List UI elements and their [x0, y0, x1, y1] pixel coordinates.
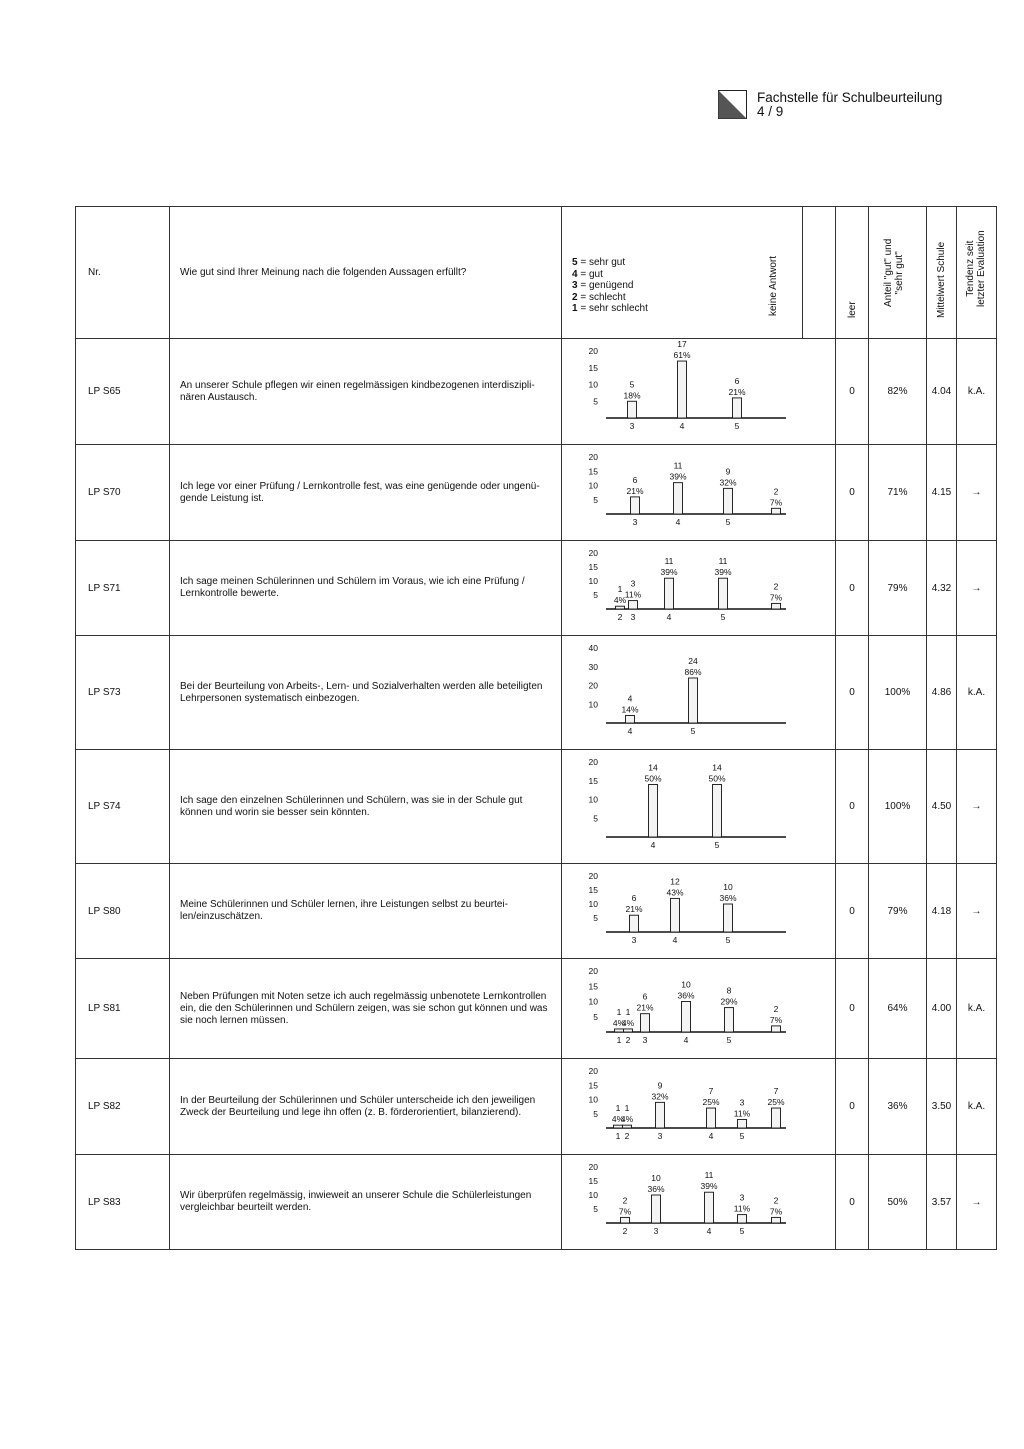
table-row — [76, 864, 997, 959]
bar-count-label: 11 — [704, 1170, 714, 1181]
bar-count-label: 3 — [739, 1097, 745, 1108]
bar-percent-label: 11% — [733, 1203, 751, 1214]
x-tick-label: 3 — [630, 612, 636, 622]
row-chart — [562, 445, 836, 541]
bar-percent-label: 86% — [684, 667, 702, 677]
bar-percent-label: 39% — [660, 567, 678, 578]
row-chart — [562, 636, 836, 750]
row-anteil: 82% — [869, 339, 927, 445]
row-chart — [562, 339, 836, 445]
page-number: 4 / 9 — [757, 104, 784, 119]
x-tick-label: 4 — [666, 612, 672, 622]
x-tick-label: 3 — [642, 1035, 648, 1045]
bar-percent-label: 21% — [625, 904, 643, 915]
bar-percent-label: 4% — [620, 1114, 634, 1125]
bar-count-label: 11 — [718, 556, 728, 567]
row-question: Bei der Beurteilung von Arbeits-, Lern- und Sozialverhalten werden alle beteiligten Lehrpersonen systematisch einbezogen. — [170, 636, 562, 750]
bar — [772, 603, 781, 609]
x-tick-label: 5 — [739, 1226, 745, 1236]
y-tick-label: 40 — [588, 643, 598, 653]
row-question: In der Beurteilung der Schülerinnen und Schüler unterscheide ich den jeweiligen Zweck der Beurteilung und lege ihn offen (z. B. förderorientiert, bilanzierend). — [170, 1059, 562, 1155]
row-leer: 0 — [836, 959, 869, 1059]
row-leer: 0 — [836, 541, 869, 636]
table-row — [76, 959, 997, 1059]
header-tendenz: Tendenz seit letzter Evaluation — [965, 229, 987, 307]
x-tick-label: 3 — [657, 1131, 663, 1141]
y-tick-label: 5 — [593, 494, 598, 505]
org-name: Fachstelle für Schulbeurteilung — [757, 90, 943, 105]
bar — [674, 483, 683, 514]
survey-results-table — [75, 206, 997, 1250]
row-question: Ich sage den einzelnen Schülerinnen und Schülern, was sie in der Schule gut können und worin sie besser sein könnten. — [170, 750, 562, 864]
y-tick-label: 20 — [588, 548, 598, 558]
bar — [772, 1217, 781, 1223]
bar-count-label: 12 — [670, 876, 680, 887]
row-number: LP S73 — [76, 636, 170, 750]
y-tick-label: 10 — [588, 480, 598, 491]
bar — [724, 488, 733, 514]
row-tendenz: k.A. — [957, 636, 997, 750]
header-question: Wie gut sind Ihrer Meinung nach die folgenden Aussagen erfüllt? — [170, 207, 562, 339]
bar-percent-label: 4% — [621, 1017, 635, 1028]
bar-count-label: 4 — [627, 693, 633, 704]
y-tick-label: 15 — [588, 562, 598, 572]
bar — [725, 1008, 734, 1032]
bar-count-label: 3 — [739, 1192, 745, 1203]
bar-percent-label: 36% — [647, 1184, 665, 1194]
bar-percent-label: 11% — [733, 1108, 751, 1119]
row-leer: 0 — [836, 750, 869, 864]
x-tick-label: 2 — [622, 1226, 628, 1236]
row-number: LP S80 — [76, 864, 170, 959]
table-row — [76, 1155, 997, 1250]
y-tick-label: 10 — [588, 996, 598, 1007]
scale-legend — [562, 257, 802, 315]
bar-chart — [562, 339, 836, 444]
bar — [682, 1002, 691, 1033]
bar-percent-label: 21% — [636, 1002, 654, 1013]
bar-percent-label: 4% — [613, 595, 627, 606]
bar-chart — [562, 541, 836, 635]
x-tick-label: 5 — [720, 612, 726, 622]
bar — [724, 904, 733, 932]
y-tick-label: 30 — [588, 661, 598, 672]
row-tendenz: k.A. — [957, 1059, 997, 1155]
bar — [678, 361, 687, 418]
row-tendenz: → — [957, 1155, 997, 1250]
x-tick-label: 5 — [725, 935, 731, 945]
document-header — [757, 91, 942, 119]
bar — [738, 1215, 747, 1223]
y-tick-label: 10 — [588, 379, 598, 390]
y-tick-label: 5 — [593, 1108, 598, 1119]
y-tick-label: 10 — [588, 899, 598, 909]
bar-count-label: 2 — [622, 1195, 628, 1206]
bar-count-label: 7 — [708, 1086, 714, 1097]
bar-count-label: 6 — [642, 991, 648, 1002]
row-anteil: 36% — [869, 1059, 927, 1155]
row-number: LP S82 — [76, 1059, 170, 1155]
row-question: An unserer Schule pflegen wir einen regelmässigen kindbezogenen interdiszipli-nären Austausch. — [170, 339, 562, 445]
x-tick-label: 3 — [632, 517, 638, 527]
row-question: Meine Schülerinnen und Schüler lernen, ihre Leistungen selbst zu beurtei-len/einzuschätzen. — [170, 864, 562, 959]
bar — [738, 1119, 747, 1128]
bar-count-label: 1 — [615, 1103, 621, 1114]
y-tick-label: 5 — [593, 913, 598, 923]
x-tick-label: 4 — [683, 1035, 689, 1045]
y-tick-label: 15 — [588, 885, 598, 895]
row-chart — [562, 541, 836, 636]
y-tick-label: 20 — [588, 757, 598, 767]
x-tick-label: 5 — [690, 726, 696, 736]
x-tick-label: 4 — [708, 1131, 714, 1141]
bar — [641, 1014, 650, 1032]
x-tick-label: 5 — [725, 517, 731, 527]
bar — [630, 915, 639, 932]
bar-count-label: 2 — [773, 1195, 779, 1206]
y-tick-label: 15 — [588, 1176, 598, 1186]
table-row — [76, 445, 997, 541]
table-row — [76, 636, 997, 750]
row-chart — [562, 750, 836, 864]
x-tick-label: 5 — [739, 1131, 745, 1141]
bar-count-label: 9 — [657, 1080, 663, 1091]
row-anteil: 79% — [869, 541, 927, 636]
bar — [689, 678, 698, 723]
y-tick-label: 5 — [593, 590, 598, 600]
y-tick-label: 15 — [588, 775, 598, 786]
x-tick-label: 4 — [675, 517, 681, 527]
row-tendenz: → — [957, 864, 997, 959]
row-leer: 0 — [836, 864, 869, 959]
bar-percent-label: 61% — [673, 350, 691, 361]
row-mittelwert: 4.32 — [927, 541, 957, 636]
bar — [656, 1102, 665, 1128]
y-tick-label: 15 — [588, 1080, 598, 1091]
header-scale — [562, 207, 803, 339]
bar — [705, 1192, 714, 1223]
bar-count-label: 9 — [725, 466, 731, 477]
row-anteil: 100% — [869, 750, 927, 864]
row-anteil: 64% — [869, 959, 927, 1059]
y-tick-label: 10 — [588, 576, 598, 586]
x-tick-label: 3 — [653, 1226, 659, 1236]
bar-chart — [562, 750, 836, 863]
row-number: LP S65 — [76, 339, 170, 445]
row-anteil: 100% — [869, 636, 927, 750]
y-tick-label: 20 — [588, 452, 598, 462]
scale-legend-item: 4 = gut — [572, 268, 603, 280]
scale-legend-item: 5 = sehr gut — [572, 257, 626, 268]
bar — [652, 1195, 661, 1223]
y-tick-label: 20 — [588, 871, 598, 881]
bar-percent-label: 36% — [719, 893, 737, 903]
bar-chart — [562, 1059, 836, 1154]
bar-percent-label: 32% — [719, 477, 737, 488]
logo-icon — [718, 90, 747, 119]
x-tick-label: 5 — [714, 840, 720, 850]
bar-count-label: 11 — [673, 460, 683, 471]
table-row — [76, 1059, 997, 1155]
row-anteil: 79% — [869, 864, 927, 959]
x-tick-label: 2 — [617, 612, 623, 622]
bar — [719, 578, 728, 609]
scale-legend-item: 2 = schlecht — [572, 291, 626, 303]
row-question: Wir überprüfen regelmässig, inwieweit an unserer Schule die Schülerleistungen vergleichbar beurteilt werden. — [170, 1155, 562, 1250]
row-anteil: 50% — [869, 1155, 927, 1250]
row-tendenz: k.A. — [957, 339, 997, 445]
scale-legend-item: 1 = sehr schlecht — [572, 303, 648, 314]
bar — [623, 1125, 632, 1128]
row-leer: 0 — [836, 1155, 869, 1250]
bar — [615, 1029, 624, 1032]
table-row — [76, 750, 997, 864]
bar — [772, 1108, 781, 1128]
bar-count-label: 10 — [651, 1173, 661, 1183]
bar-percent-label: 11% — [624, 589, 642, 600]
bar-count-label: 3 — [630, 578, 636, 589]
bar-count-label: 6 — [632, 474, 638, 485]
bar-count-label: 6 — [734, 375, 740, 386]
bar-percent-label: 18% — [623, 390, 641, 401]
bar-count-label: 10 — [723, 882, 733, 892]
y-tick-label: 20 — [588, 680, 598, 691]
y-tick-label: 5 — [593, 396, 598, 407]
bar-count-label: 7 — [773, 1086, 779, 1097]
row-mittelwert: 3.50 — [927, 1059, 957, 1155]
bar — [614, 1125, 623, 1128]
bar-chart — [562, 959, 836, 1058]
y-tick-label: 20 — [588, 966, 598, 976]
x-tick-label: 4 — [672, 935, 678, 945]
bar-percent-label: 39% — [700, 1181, 718, 1192]
bar-percent-label: 50% — [644, 773, 662, 784]
row-mittelwert: 4.00 — [927, 959, 957, 1059]
y-tick-label: 15 — [588, 981, 598, 992]
table-row — [76, 339, 997, 445]
bar-percent-label: 21% — [728, 386, 746, 397]
bar-count-label: 2 — [773, 486, 779, 497]
bar-percent-label: 25% — [702, 1097, 720, 1108]
row-number: LP S71 — [76, 541, 170, 636]
bar-count-label: 24 — [688, 656, 698, 666]
bar-count-label: 17 — [677, 339, 687, 350]
bar-chart — [562, 636, 836, 749]
row-chart — [562, 1155, 836, 1250]
scale-legend-item: 3 = genügend — [572, 280, 634, 291]
bar-percent-label: 7% — [769, 592, 783, 603]
bar — [713, 785, 722, 838]
x-tick-label: 1 — [616, 1035, 622, 1045]
y-tick-label: 5 — [593, 1011, 598, 1022]
row-leer: 0 — [836, 445, 869, 541]
x-tick-label: 1 — [615, 1131, 621, 1141]
row-mittelwert: 4.18 — [927, 864, 957, 959]
y-tick-label: 20 — [588, 1162, 598, 1172]
row-tendenz: → — [957, 445, 997, 541]
bar-chart — [562, 1155, 836, 1249]
row-mittelwert: 4.04 — [927, 339, 957, 445]
bar — [626, 716, 635, 724]
header-nr: Nr. — [76, 207, 170, 339]
bar-percent-label: 7% — [769, 1206, 783, 1217]
bar-percent-label: 14% — [621, 704, 639, 715]
bar-percent-label: 43% — [666, 887, 684, 898]
bar-count-label: 1 — [616, 1006, 622, 1017]
x-tick-label: 2 — [625, 1035, 631, 1045]
row-leer: 0 — [836, 1059, 869, 1155]
bar — [665, 578, 674, 609]
x-tick-label: 4 — [650, 840, 656, 850]
bar-chart — [562, 445, 836, 540]
y-tick-label: 10 — [588, 699, 598, 710]
bar-percent-label: 7% — [769, 497, 783, 508]
row-mittelwert: 4.86 — [927, 636, 957, 750]
bar-percent-label: 32% — [651, 1091, 669, 1102]
bar — [671, 898, 680, 932]
bar-percent-label: 25% — [767, 1097, 785, 1108]
row-number: LP S83 — [76, 1155, 170, 1250]
bar-percent-label: 7% — [618, 1206, 632, 1217]
bar — [772, 508, 781, 514]
bar-count-label: 10 — [681, 979, 691, 990]
bar-percent-label: 4% — [611, 1114, 625, 1125]
row-number: LP S70 — [76, 445, 170, 541]
x-tick-label: 3 — [631, 935, 637, 945]
bar — [733, 398, 742, 418]
header-keine-antwort: keine Antwort — [768, 255, 779, 316]
bar-count-label: 1 — [624, 1103, 630, 1114]
row-tendenz: → — [957, 750, 997, 864]
bar-percent-label: 50% — [708, 773, 726, 784]
y-tick-label: 15 — [588, 466, 598, 477]
y-tick-label: 10 — [588, 1190, 598, 1200]
y-tick-label: 5 — [593, 1204, 598, 1214]
bar-count-label: 5 — [629, 379, 635, 390]
bar-count-label: 14 — [648, 762, 658, 773]
header-mittelwert: Mittelwert Schule — [936, 241, 947, 318]
row-mittelwert: 4.50 — [927, 750, 957, 864]
bar-count-label: 8 — [726, 985, 732, 996]
bar-percent-label: 21% — [626, 485, 644, 496]
y-tick-label: 15 — [588, 362, 598, 373]
x-tick-label: 5 — [734, 421, 740, 431]
row-chart — [562, 959, 836, 1059]
header-leer: leer — [847, 300, 858, 318]
bar-chart — [562, 864, 836, 958]
bar-count-label: 2 — [773, 581, 779, 592]
bar — [707, 1108, 716, 1128]
bar-count-label: 11 — [664, 556, 674, 567]
row-number: LP S81 — [76, 959, 170, 1059]
bar-count-label: 6 — [631, 893, 637, 904]
bar — [629, 601, 638, 609]
row-tendenz: → — [957, 541, 997, 636]
row-tendenz: k.A. — [957, 959, 997, 1059]
y-tick-label: 5 — [593, 813, 598, 824]
bar — [624, 1029, 633, 1032]
bar-count-label: 1 — [617, 584, 623, 595]
x-tick-label: 5 — [726, 1035, 732, 1045]
bar — [628, 401, 637, 418]
bar-percent-label: 39% — [669, 471, 687, 482]
bar-count-label: 14 — [712, 762, 722, 773]
bar — [649, 785, 658, 838]
bar — [631, 497, 640, 514]
x-tick-label: 2 — [624, 1131, 630, 1141]
bar-count-label: 2 — [773, 1003, 779, 1014]
row-chart — [562, 1059, 836, 1155]
y-tick-label: 10 — [588, 1094, 598, 1105]
table-header-row — [76, 207, 997, 339]
row-leer: 0 — [836, 636, 869, 750]
x-tick-label: 4 — [679, 421, 685, 431]
bar-percent-label: 7% — [769, 1014, 783, 1025]
y-tick-label: 20 — [588, 346, 598, 356]
bar-percent-label: 4% — [612, 1017, 626, 1028]
bar-percent-label: 36% — [677, 990, 695, 1001]
row-anteil: 71% — [869, 445, 927, 541]
y-tick-label: 10 — [588, 794, 598, 805]
row-question: Ich lege vor einer Prüfung / Lernkontrolle fest, was eine genügende oder ungenü-gende Leistung ist. — [170, 445, 562, 541]
bar-percent-label: 39% — [714, 567, 732, 578]
row-leer: 0 — [836, 339, 869, 445]
bar-percent-label: 29% — [720, 996, 738, 1007]
bar — [772, 1026, 781, 1032]
table-row — [76, 541, 997, 636]
x-tick-label: 4 — [627, 726, 633, 736]
bar-count-label: 1 — [625, 1006, 631, 1017]
bar — [621, 1217, 630, 1223]
x-tick-label: 4 — [706, 1226, 712, 1236]
bar — [616, 606, 625, 609]
row-chart — [562, 864, 836, 959]
row-mittelwert: 4.15 — [927, 445, 957, 541]
header-anteil: Anteil "gut" und "sehr gut" — [883, 238, 905, 307]
row-question: Ich sage meinen Schülerinnen und Schülern im Voraus, wie ich eine Prüfung / Lernkontrolle bewerte. — [170, 541, 562, 636]
y-tick-label: 20 — [588, 1066, 598, 1076]
row-question: Neben Prüfungen mit Noten setze ich auch regelmässig unbenotete Lernkontrollen ein, die den Schülerinnen und Schülern zeigen, was sie schon gut können und was sie noch lernen müssen. — [170, 959, 562, 1059]
x-tick-label: 3 — [629, 421, 635, 431]
row-mittelwert: 3.57 — [927, 1155, 957, 1250]
row-number: LP S74 — [76, 750, 170, 864]
